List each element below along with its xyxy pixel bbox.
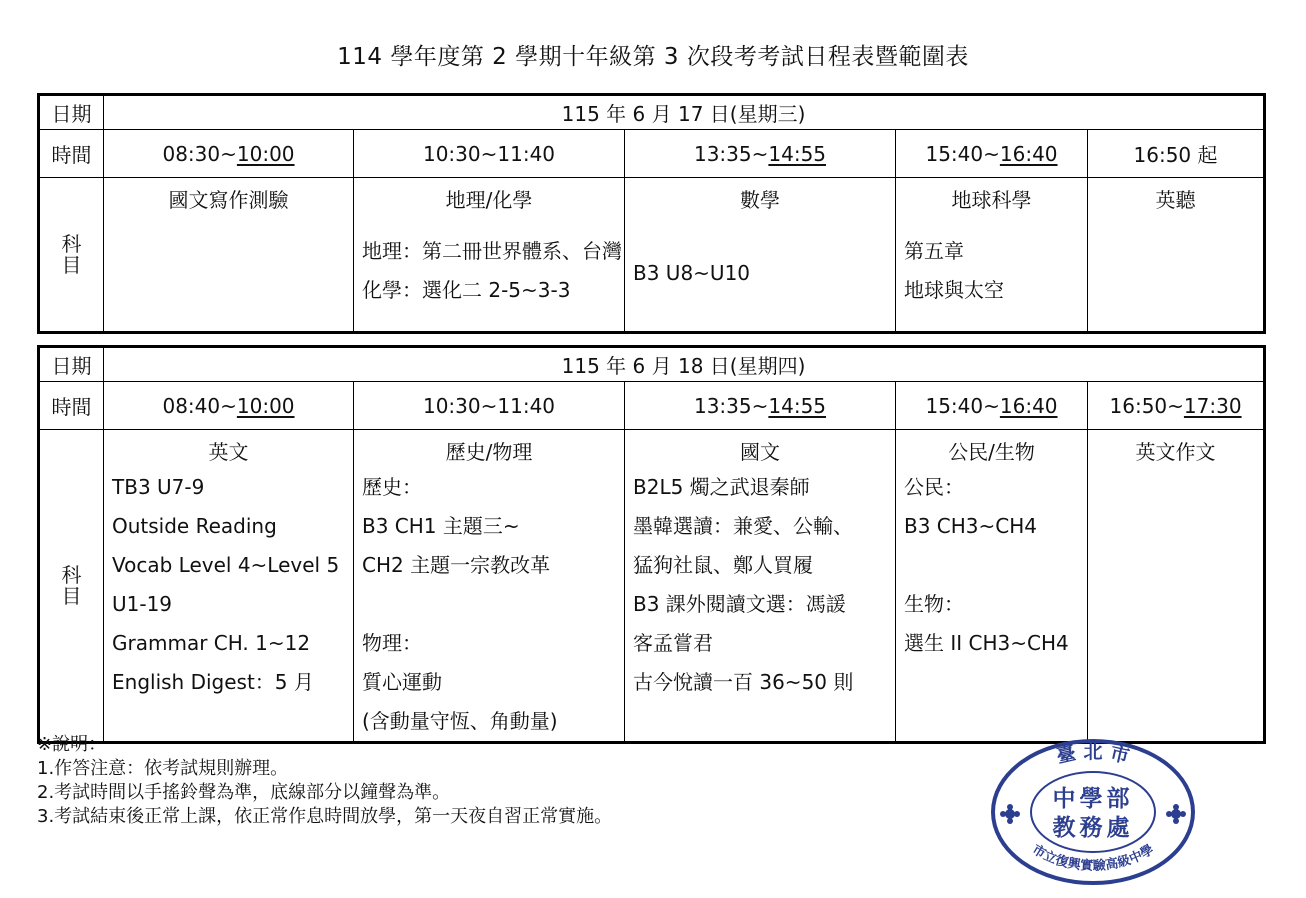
subject-label: [39, 178, 104, 333]
exam-scope: [896, 216, 1087, 310]
subject-name: 歷史/物理: [445, 440, 533, 464]
date-row: [39, 347, 1265, 382]
scope-line: 歷史：: [362, 475, 422, 499]
date-label: 日期: [39, 347, 104, 382]
time-start: 10:30~11:40: [422, 393, 556, 418]
time-start: 08:30~: [162, 141, 237, 166]
exam-scope: [625, 216, 895, 293]
notes: [37, 733, 612, 829]
time-end-bell: 17:30: [1183, 393, 1242, 418]
scope-line: English Digest：5 月: [112, 670, 314, 694]
scope-line: B3 CH3~CH4: [904, 514, 1038, 538]
time-end-bell: 16:40: [999, 393, 1058, 418]
scope-line: 古今悅讀一百 36~50 則: [633, 670, 854, 694]
subject-row: [39, 178, 1265, 333]
scope-line: 地理：第二冊世界體系、台灣: [362, 239, 622, 263]
exam-time-slot: [104, 382, 354, 430]
exam-time-slot: [354, 382, 625, 430]
exam-time-slot: [625, 382, 896, 430]
note-line: 1.作答注意：依考試規則辦理。: [37, 758, 289, 779]
scope-line: 第五章: [904, 239, 964, 263]
time-end-bell: 16:40: [999, 141, 1058, 166]
subject-cell: [354, 178, 625, 333]
time-label: 時間: [39, 130, 104, 178]
schedule-table-day2: [37, 345, 1266, 744]
time-start: 10:30~11:40: [422, 141, 556, 166]
page-title: 114 學年度第 2 學期十年級第 3 次段考考試日程表暨範圍表: [337, 44, 969, 70]
exam-time-slot: [1088, 382, 1265, 430]
time-end-bell: 10:00: [236, 393, 295, 418]
scope-line: Outside Reading: [112, 514, 277, 538]
scope-line: (含動量守恆、角動量): [362, 709, 558, 733]
subject-name: 國文寫作測驗: [168, 188, 289, 212]
exam-date: 115 年 6 月 18 日(星期四): [104, 347, 1265, 382]
time-start: 08:40~: [162, 393, 237, 418]
stamp-line2: 教務處: [1052, 814, 1134, 841]
subject-name: 英文作文: [1135, 440, 1216, 464]
subject-name: 英文: [208, 440, 249, 464]
subject-name: 地球科學: [951, 188, 1032, 212]
subject-cell: [104, 430, 354, 743]
scope-line: Vocab Level 4~Level 5: [112, 553, 340, 577]
subject-label: [39, 430, 104, 743]
scope-line: 客孟嘗君: [633, 631, 713, 655]
scope-line: [362, 585, 624, 624]
scope-line: 生物：: [904, 592, 964, 616]
scope-line: 地球與太空: [904, 278, 1004, 302]
subject-name: 數學: [740, 188, 780, 212]
scope-line: B3 U8~U10: [633, 261, 751, 285]
time-start: 15:40~: [925, 141, 1000, 166]
time-start: 13:35~: [693, 141, 769, 166]
subject-label-char: 科: [61, 231, 82, 256]
stamp-bottom-text: 市立復興實驗高級中學: [1029, 842, 1157, 874]
exam-scope: [625, 468, 895, 702]
time-start: 16:50 起: [1133, 143, 1218, 167]
exam-time-slot: [896, 382, 1088, 430]
scope-line: 墨韓選讀：兼愛、公輸、: [633, 514, 853, 538]
time-start: 15:40~: [925, 393, 1000, 418]
exam-time-slot: [354, 130, 625, 178]
subject-name: 國文: [740, 440, 780, 464]
subject-cell: [1088, 178, 1265, 333]
time-start: 13:35~: [693, 393, 769, 418]
scope-line: 質心運動: [362, 670, 442, 694]
subject-cell: [625, 178, 896, 333]
time-end-bell: 14:55: [768, 141, 827, 166]
exam-scope: [354, 468, 624, 741]
subject-name: 英聽: [1155, 188, 1196, 212]
exam-date: 115 年 6 月 17 日(星期三): [104, 95, 1265, 130]
exam-time-slot: [1088, 130, 1265, 178]
subject-name: 公民/生物: [948, 440, 1035, 464]
official-seal-stamp: [990, 738, 1196, 886]
exam-time-slot: [104, 130, 354, 178]
scope-line: [904, 546, 1087, 585]
exam-scope: [104, 468, 353, 702]
scope-line: TB3 U7-9: [112, 475, 205, 499]
exam-time-slot: [625, 130, 896, 178]
exam-time-slot: [896, 130, 1088, 178]
scope-line: B2L5 燭之武退秦師: [633, 475, 810, 499]
date-row: [39, 95, 1265, 130]
time-end-bell: 14:55: [768, 393, 827, 418]
subject-cell: [104, 178, 354, 333]
note-line: ※說明：: [37, 734, 107, 755]
subject-cell: [354, 430, 625, 743]
subject-row: [39, 430, 1265, 743]
scope-line: 物理：: [362, 631, 422, 655]
time-start: 16:50~: [1109, 393, 1184, 418]
scope-line: B3 課外閱讀文選：馮諼: [633, 592, 846, 616]
subject-label-char: 目: [61, 252, 82, 277]
date-label: 日期: [39, 95, 104, 130]
subject-label-char: 科: [61, 562, 82, 587]
scope-line: 選生 II CH3~CH4: [904, 631, 1069, 655]
scope-line: 公民：: [904, 475, 964, 499]
scope-line: 化學：選化二 2-5~3-3: [362, 278, 571, 302]
exam-scope: [354, 216, 624, 310]
scope-line: CH2 主題一宗教改革: [362, 553, 551, 577]
time-row: [39, 130, 1265, 178]
scope-line: Grammar CH. 1~12: [112, 631, 311, 655]
time-label: 時間: [39, 382, 104, 430]
exam-scope: [896, 468, 1087, 663]
subject-cell: [896, 178, 1088, 333]
scope-line: B3 CH1 主題三~: [362, 514, 520, 538]
stamp-top-text: 臺 北 市: [1054, 741, 1132, 768]
subject-cell: [896, 430, 1088, 743]
time-row: [39, 382, 1265, 430]
schedule-table-day1: [37, 93, 1266, 334]
time-end-bell: 10:00: [236, 141, 295, 166]
note-line: 3.考試結束後正常上課，依正常作息時間放學，第一天夜自習正常實施。: [37, 806, 613, 827]
subject-cell: [625, 430, 896, 743]
scope-line: U1-19: [112, 592, 173, 616]
stamp-line1: 中學部: [1052, 785, 1134, 812]
subject-label-char: 目: [61, 583, 82, 608]
subject-name: 地理/化學: [445, 188, 533, 212]
note-line: 2.考試時間以手搖鈴聲為準，底線部分以鐘聲為準。: [37, 782, 451, 803]
subject-cell: [1088, 430, 1265, 743]
scope-line: 猛狗社鼠、鄭人買履: [633, 553, 813, 577]
